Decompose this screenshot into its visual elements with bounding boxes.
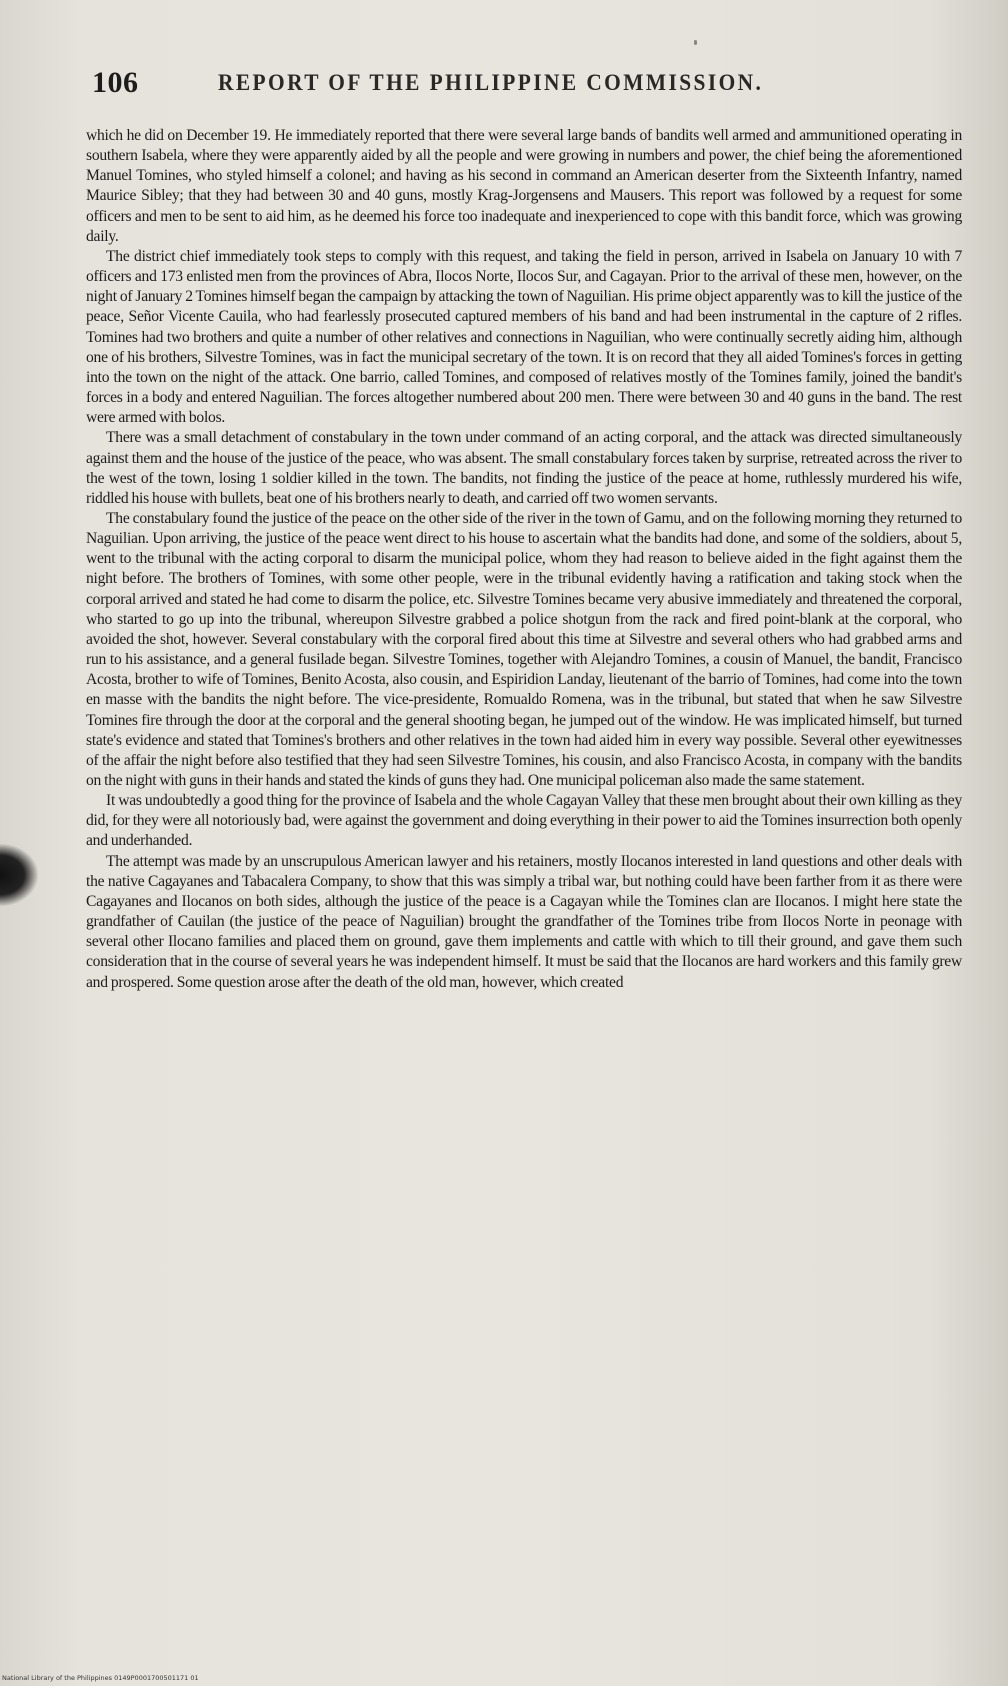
binding-shadow	[0, 844, 38, 906]
scan-speck	[694, 40, 697, 45]
page-header	[92, 66, 942, 106]
running-head: REPORT OF THE PHILIPPINE COMMISSION.	[218, 70, 764, 95]
scan-credit: National Library of the Philippines 0149P0001700501171 01	[2, 1674, 199, 1682]
paragraph-4: The constabulary found the justice of the peace on the other side of the river in the town of Gamu, and on the following morning they returned to Naguilian. Upon arriving, the justice of the peace went direct to his house to ascertain what the bandits had done, and some of the soldiers, about 5, went to the tribunal with the acting corporal to disarm the municipal police, whom they had reason to believe aided in the fight against them the night before. The brothers of Tomines, with some other people, were in the tribunal evidently having a ratification and taking stock when the corporal arrived and stated he had come to disarm the police, etc. Silvestre Tomines became very abusive immediately and threatened the corporal, who started to go up into the tribunal, whereupon Silvestre grabbed a police shotgun from the rack and fired point-blank at the corporal, who avoided the shot, however. Several constabulary with the corporal fired about this time at Silvestre and several others who had grabbed arms and run to his assistance, and a general fusilade began. Silvestre Tomines, together with Alejandro Tomines, a cousin of Manuel, the bandit, Francisco Acosta, brother to wife of Tomines, Benito Acosta, also cousin, and Espiridion Landay, lieutenant of the barrio of Tomines, had come into the town en masse with the bandits the night before. The vice-presidente, Romualdo Romena, was in the tribunal, but stated that when he saw Silvestre Tomines fire through the door at the corporal and the general shooting began, he jumped out of the window. He was implicated himself, but turned state's evidence and stated that Tomines's brothers and other relatives in the town had aided him in every way possible. Several other eyewitnesses of the affair the night before also testified that they had seen Silvestre Tomines, his cousin, and also Francisco Acosta, in company with the bandits on the night with guns in their hands and stated the kinds of guns they had. One municipal policeman also made the same statement.	[86, 509, 962, 789]
page-number: 106	[92, 66, 139, 99]
body-text	[86, 126, 962, 993]
paragraph-6: The attempt was made by an unscrupulous American lawyer and his retainers, mostly Ilocanos interested in land questions and other deals with the native Cagayanes and Tabacalera Company, to show that this was simply a tribal war, but nothing could have been farther from it as there were Cagayanes and Ilocanos on both sides, although the justice of the peace is a Cagayan while the Tomines clan are Ilocanos. I might here state the grandfather of Cauilan (the justice of the peace of Naguilian) brought the grandfather of the Tomines tribe from Ilocos Norte in peonage with several other Ilocano families and placed them on ground, gave them implements and cattle with which to till their ground, and gave them such consideration that in the course of several years he was independent himself. It must be said that the Ilocanos are hard workers and this family grew and prospered. Some question arose after the death of the old man, however, which created	[86, 852, 962, 991]
paragraph-1: which he did on December 19. He immediately reported that there were several large bands of bandits well armed and ammunitioned operating in southern Isabela, where they were apparently aided by all the people and were growing in numbers and power, the chief being the aforementioned Manuel Tomines, who styled himself a colonel; and having as his second in command an American deserter from the Sixteenth Infantry, named Maurice Sibley; that they had between 30 and 40 guns, mostly Krag-Jorgensens and Mausers. This report was followed by a request for some officers and men to be sent to aid him, as he deemed his force too inadequate and inexperienced to cope with this bandit force, which was growing daily.	[86, 127, 962, 245]
paragraph-3: There was a small detachment of constabulary in the town under command of an acting corporal, and the attack was directed simultaneously against them and the house of the justice of the peace, who was absent. The small constabulary forces taken by surprise, retreated across the river to the west of the town, losing 1 soldier killed in the town. The bandits, not finding the justice of the peace at home, ruthlessly murdered his wife, riddled his house with bullets, beat one of his brothers nearly to death, and carried off two women servants.	[86, 429, 962, 507]
paragraph-2: The district chief immediately took steps to comply with this request, and taking the field in person, arrived in Isabela on January 10 with 7 officers and 173 enlisted men from the provinces of Abra, Ilocos Norte, Ilocos Sur, and Cagayan. Prior to the arrival of these men, however, on the night of January 2 Tomines himself began the campaign by attacking the town of Naguilian. His prime object apparently was to kill the justice of the peace, Señor Vicente Cauila, who had fearlessly prosecuted captured members of his band and had been instrumental in the capture of 2 rifles. Tomines had two brothers and quite a number of other relatives and connections in Naguilian, who were continually secretly aiding him, although one of his brothers, Silvestre Tomines, was in fact the municipal secretary of the town. It is on record that they all aided Tomines's forces in getting into the town on the night of the attack. One barrio, called Tomines, and composed of relatives mostly of the Tomines family, joined the bandit's forces in a body and entered Naguilian. The forces altogether numbered about 200 men. There were between 30 and 40 guns in the band. The rest were armed with bolos.	[86, 247, 962, 427]
paragraph-5: It was undoubtedly a good thing for the province of Isabela and the whole Cagayan Valley that these men brought about their own killing as they did, for they were all notoriously bad, were against the government and doing everything in their power to aid the Tomines insurrection both openly and underhanded.	[86, 792, 962, 850]
